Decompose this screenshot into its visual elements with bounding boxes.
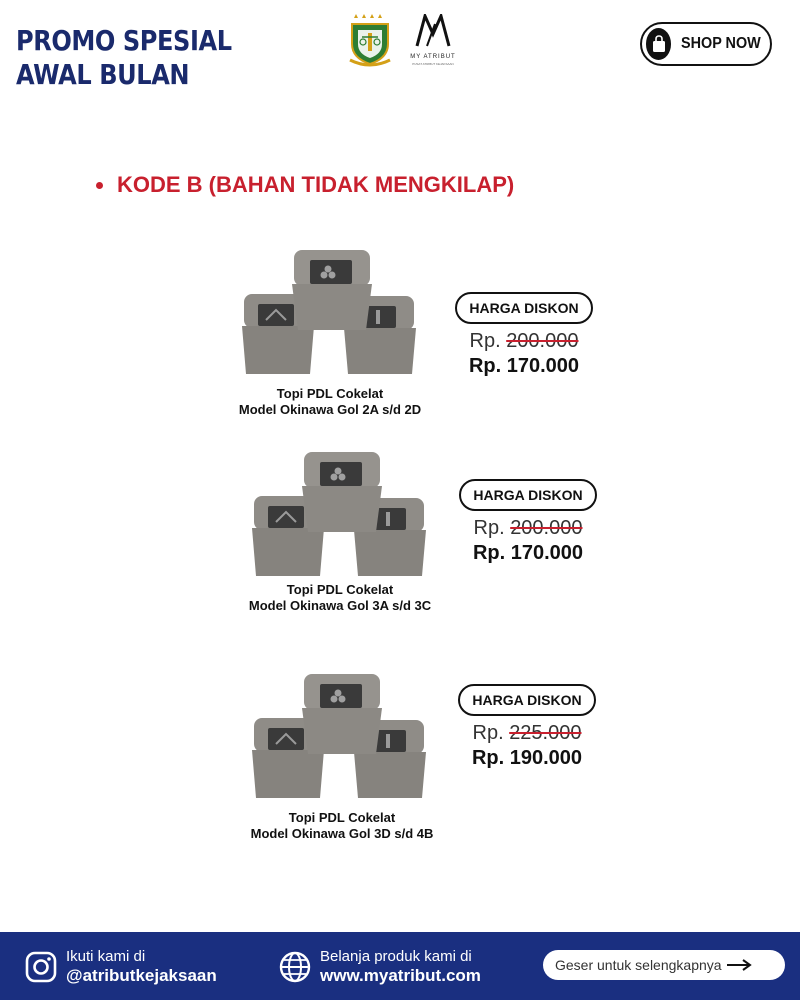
arrow-right-icon (726, 959, 752, 971)
price-block (457, 684, 597, 770)
section-heading (96, 172, 514, 198)
promo-title-line2: AWAL BULAN (16, 58, 190, 91)
shopping-bag-icon (646, 28, 671, 60)
instagram-icon (24, 950, 58, 984)
new-price: Rp. 170.000 (472, 542, 584, 564)
website-link[interactable] (278, 948, 481, 986)
promo-title (16, 24, 232, 92)
promo-title-line1: PROMO SPESIAL (16, 24, 232, 57)
globe-icon (278, 950, 312, 984)
footer-bar (0, 932, 800, 1000)
new-price: Rp. 170.000 (468, 355, 580, 377)
discount-badge: HARGA DISKON (458, 684, 595, 716)
instagram-label: Ikuti kami di (66, 948, 146, 965)
instagram-link[interactable] (24, 948, 217, 986)
brand-name: MY ATRIBUT (410, 54, 456, 60)
product-name: Topi PDL Cokelat Model Okinawa Gol 3A s/d 3C (248, 582, 432, 613)
shop-now-button[interactable] (640, 22, 772, 66)
instagram-handle: @atributkejaksaan (66, 966, 217, 985)
swipe-hint-label: Geser untuk selengkapnya (555, 957, 722, 973)
discount-badge: HARGA DISKON (459, 479, 596, 511)
cap-product-image (250, 450, 430, 580)
cap-product-image (250, 672, 430, 802)
product-name: Topi PDL Cokelat Model Okinawa Gol 3D s/d 4B (250, 810, 434, 841)
ma-monogram-icon (413, 14, 453, 48)
brand-tagline: PUSAT ATRIBUT KEJAKSAAN (412, 62, 454, 66)
product-name: Topi PDL Cokelat Model Okinawa Gol 2A s/d 2D (238, 386, 422, 417)
cap-product-image (240, 248, 420, 378)
old-price: Rp. 200.000 (473, 517, 583, 539)
shop-now-label: SHOP NOW (681, 35, 762, 52)
discount-badge: HARGA DISKON (455, 292, 592, 324)
price-block (458, 479, 598, 565)
bullet-icon (96, 182, 103, 189)
website-url: www.myatribut.com (320, 966, 481, 985)
section-heading-text: KODE B (BAHAN TIDAK MENGKILAP) (117, 172, 515, 197)
myatribut-logo (404, 14, 462, 74)
kejaksaan-emblem-logo (344, 14, 396, 68)
price-block (454, 292, 594, 378)
swipe-hint-button[interactable] (543, 950, 785, 980)
old-price: Rp. 200.000 (469, 330, 579, 352)
old-price: Rp. 225.000 (472, 722, 582, 744)
new-price: Rp. 190.000 (471, 747, 583, 769)
website-label: Belanja produk kami di (320, 948, 472, 965)
